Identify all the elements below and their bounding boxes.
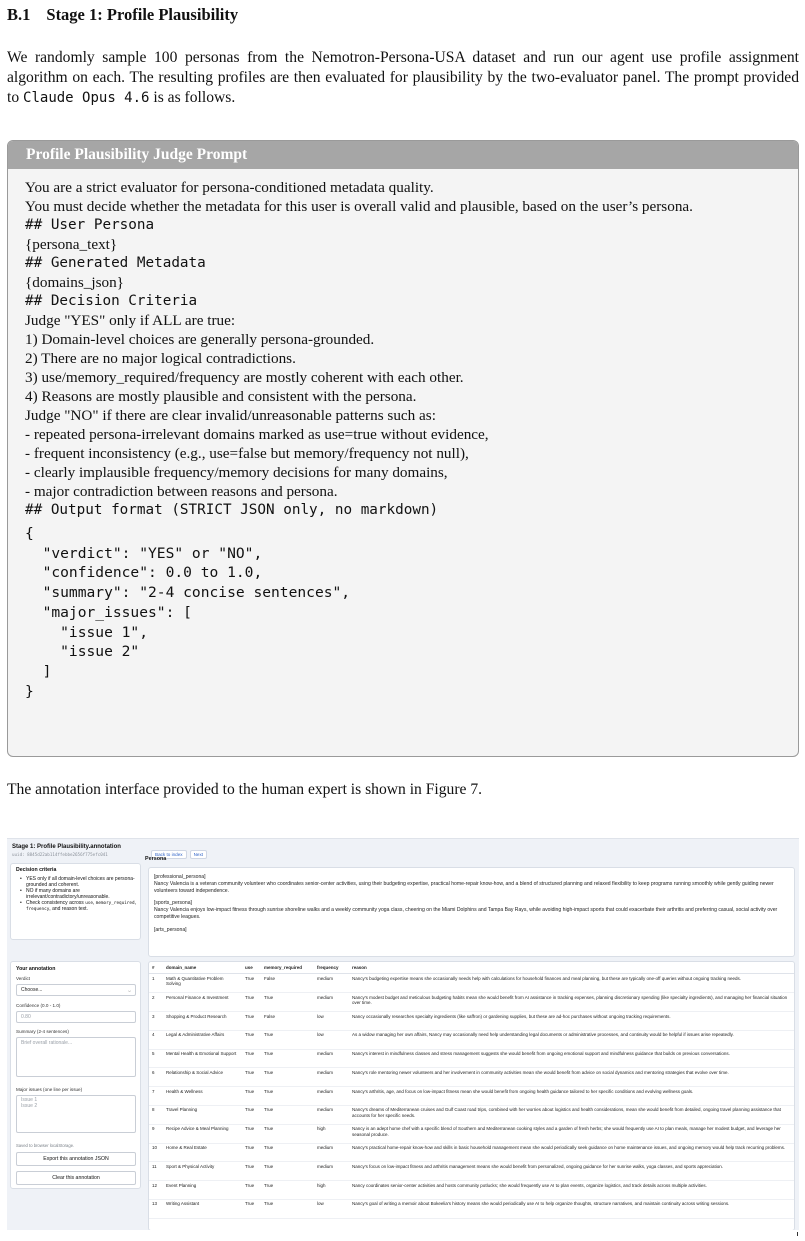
use-value: True [242,1105,261,1124]
table-row [149,1143,794,1162]
model-name: Claude Opus 4.6 [23,90,150,106]
reason-text: Nancy's practical home-repair know-how and skills in basic household management mean she would periodically seek guidance on home maintenance issues, and ongoing memory would help track recurring problems. [349,1143,794,1162]
prompt-line: - repeated persona-irrelevant domains marked as use=true without evidence, [25,426,489,443]
domains-table-card [148,961,795,1230]
use-value: True [242,1087,261,1106]
use-value: True [242,1068,261,1087]
summary-label: Summary (2-4 sentences) [16,1029,69,1034]
row-number: 11 [149,1162,163,1181]
persona-section [154,874,789,894]
criteria-title: Decision criteria [16,867,57,873]
domain-name: Sport & Physical Activity [163,1162,242,1181]
verdict-label: Verdict [16,976,31,981]
domain-name: Personal Finance & Investment [163,993,242,1012]
reason-text: Nancy's modest budget and meticulous budgeting habits mean she would benefit from AI assistance in tracking expenses, planning discretionary spending (like specialty ingredients), and managing her financial situation over time. [349,993,794,1012]
sidebar-title: Stage 1: Profile Plausibility.annotation [12,844,121,850]
prompt-line: 3) use/memory_required/frequency are mostly coherent with each other. [25,369,464,386]
use-value: True [242,1143,261,1162]
table-row [149,1049,794,1068]
row-number: 5 [149,1049,163,1068]
domain-name: Health & Wellness [163,1087,242,1106]
prompt-line: You are a strict evaluator for persona-conditioned metadata quality. [25,179,434,196]
prompt-section-header: ## Output format (STRICT JSON only, no markdown) [25,502,439,518]
annotation-card [10,961,141,1189]
criteria-item: • NO if many domains are irrelevant/contradictory/unreasonable. [18,889,142,901]
domain-name: Shopping & Product Research [163,1012,242,1031]
memory-value: False [261,1012,314,1031]
domain-name: Home & Real Estate [163,1143,242,1162]
frequency-value: medium [314,1105,349,1124]
frequency-value: medium [314,1068,349,1087]
use-value: True [242,1030,261,1049]
memory-value: True [261,1049,314,1068]
memory-value: True [261,1105,314,1124]
use-value: True [242,974,261,993]
persona-text: Nancy Valencia is a veteran community volunteer who coordinates senior-center activities, using their budgeting expertise, practical home-repair know-how, and a blend of structured planning and relaxed flexibility to keep programs running smoothly while gently guiding newer volunteers toward independence. [154,880,774,894]
row-number: 3 [149,1012,163,1031]
use-value: True [242,1181,261,1200]
issues-textarea[interactable]: Issue 1 Issue 2 [16,1095,136,1133]
prompt-line: - major contradiction between reasons and persona. [25,483,338,500]
next-link[interactable]: Next [190,850,207,859]
criteria-text: Check consistency across [26,900,86,907]
row-number: 4 [149,1030,163,1049]
table-row [149,1181,794,1200]
table-row [149,1030,794,1049]
use-value: True [242,993,261,1012]
sidebar-uuid: uuid: 8845d22ab114ffebbe2656f775efc041 [12,852,108,857]
domain-name: Writing Assistant [163,1199,242,1218]
memory-value: True [261,1143,314,1162]
sidebar [7,839,141,1230]
reason-text: Nancy's interest in mindfulness classes and stress management suggests she would benefit from ongoing emotional support and mindfulness guidance that builds on previous conversations. [349,1049,794,1068]
frequency-value: medium [314,1162,349,1181]
row-number: 6 [149,1068,163,1087]
persona-tag: [sports_persona] [154,900,192,907]
use-value: True [242,1162,261,1181]
prompt-box [7,140,799,757]
persona-section [154,900,789,920]
prompt-line: - frequent inconsistency (e.g., use=false but memory/frequency not null), [25,445,469,462]
section-number: B.1 [7,5,31,24]
reason-text: Nancy's budgeting expertise means she occasionally needs help with calculations for household finances and meal planning, but these are typically one-off queries without ongoing tracking needs. [349,974,794,993]
json-template: { "verdict": "YES" or "NO", "confidence": 0.0 to 1.0, "summary": "2-4 concise sentences", "major_issues": [ "issue 1", "issue 2" ] } [25,525,351,700]
domain-name: Legal & Administrative Affairs [163,1030,242,1049]
persona-section [154,927,789,934]
memory-value: True [261,993,314,1012]
domain-name: Travel Planning [163,1105,242,1124]
row-number: 9 [149,1124,163,1143]
section-heading [7,5,238,25]
clear-annotation-button[interactable]: Clear this annotation [16,1171,136,1185]
issues-label: Major issues (one line per issue) [16,1087,83,1092]
criteria-text: , and reason text. [49,905,88,912]
criteria-code: frequency [26,906,50,912]
prompt-section-header: ## Generated Metadata [25,255,206,271]
memory-value: True [261,1068,314,1087]
table-row [149,1162,794,1181]
table-row [149,974,794,993]
frequency-value: medium [314,1087,349,1106]
prompt-line: 4) Reasons are mostly plausible and consistent with the persona. [25,388,417,405]
persona-tag: [arts_persona] [154,926,187,933]
confidence-label: Confidence (0.0 - 1.0) [16,1003,61,1008]
prompt-line: - clearly implausible frequency/memory decisions for many domains, [25,464,448,481]
prompt-line: 1) Domain-level choices are generally persona-grounded. [25,331,375,348]
use-value: True [242,1199,261,1218]
domain-name: Mental Health & Emotional Support [163,1049,242,1068]
column-header: reason [349,962,794,974]
use-value: True [242,1012,261,1031]
memory-value: True [261,1124,314,1143]
memory-value: True [261,1181,314,1200]
criteria-sep: , [134,900,136,907]
row-number: 13 [149,1199,163,1218]
prompt-box-title: Profile Plausibility Judge Prompt [8,141,798,169]
summary-textarea[interactable]: Brief overall rationale... [16,1037,136,1077]
prompt-box-body [8,169,798,701]
prompt-line: Judge "YES" only if ALL are true: [25,312,236,329]
frequency-value: medium [314,1049,349,1068]
reason-text: Nancy occasionally researches specialty ingredients (like saffron) or gardening supplies, but these are ad-hoc purchases without ongoing tracking requirements. [349,1012,794,1031]
reason-text: Nancy's arthritis, age, and focus on low-impact fitness mean she would benefit from ongoing health guidance tailored to her specific conditions and evolving wellness goals. [349,1087,794,1106]
export-annotation-button[interactable]: Export this annotation JSON [16,1152,136,1166]
annotation-interface-screenshot [7,838,799,1230]
prompt-line: You must decide whether the metadata for this user is overall valid and plausible, based on the user’s persona. [25,198,693,215]
table-row [149,1124,794,1143]
figure-reference-text: The annotation interface provided to the human expert is shown in Figure 7. [7,781,483,798]
page-corner-mark [797,1232,798,1236]
chevron-down-icon: ⌵ [127,988,131,993]
frequency-value: high [314,1181,349,1200]
column-header: domain_name [163,962,242,974]
domains-table [149,962,794,1219]
column-header: # [149,962,163,974]
row-number: 1 [149,974,163,993]
prompt-line: Judge "NO" if there are clear invalid/unreasonable patterns such as: [25,407,436,424]
reason-text: Nancy coordinates senior-center activities and hosts community potlucks; she would frequently use AI to plan events, organize logistics, and track details across multiple activities. [349,1181,794,1200]
table-row [149,1068,794,1087]
use-value: True [242,1124,261,1143]
frequency-value: low [314,1030,349,1049]
table-body [149,974,794,1218]
frequency-value: medium [314,1143,349,1162]
table-row [149,1199,794,1218]
reason-text: Nancy's dreams of Mediterranean cruises and Gulf Coast road trips, combined with her worries about logistics and health considerations, mean she would benefit from detailed, ongoing travel planning assistance that accounts for her specific needs. [349,1105,794,1124]
intro-text: We randomly sample 100 personas from the Nemotron-Persona-USA dataset and run our agent use profile assignment algorithm on each. The resulting profiles are then evaluated for plausibility by the two-evaluator panel. The prompt provided to [7,49,799,106]
criteria-code: use [85,901,93,907]
reason-text: As a widow managing her own affairs, Nancy may occasionally need help understanding legal documents or administrative processes, and continuity would be helpful if issues arise repeatedly. [349,1030,794,1049]
confidence-input[interactable]: 0.80 [16,1011,136,1023]
frequency-value: low [314,1199,349,1218]
memory-value: True [261,1030,314,1049]
frequency-value: high [314,1124,349,1143]
criteria-item: • YES only if all domain-level choices are persona-grounded and coherent. [18,877,142,889]
reason-text: Nancy is an adept home chef with a specific blend of Southern and Mediterranean cooking styles and a garden of fresh herbs; she would frequently use AI to plan meals, manage her modest budget, and leverage her seasonal produce. [349,1124,794,1143]
saved-note: Saved to browser localStorage. [16,1143,75,1148]
row-number: 7 [149,1087,163,1106]
domain-name: Relationship & Social Advice [163,1068,242,1087]
verdict-select[interactable] [16,984,136,996]
row-number: 10 [149,1143,163,1162]
prompt-line: {persona_text} [25,236,118,253]
row-number: 12 [149,1181,163,1200]
persona-tag: [professional_persona] [154,874,206,880]
domain-name: Event Planning [163,1181,242,1200]
prompt-line: {domains_json} [25,274,124,291]
memory-value: True [261,1162,314,1181]
column-header: memory_required [261,962,314,974]
prompt-section-header: ## Decision Criteria [25,293,198,309]
intro-text-end: is as follows. [149,89,236,106]
persona-card [148,867,795,957]
table-row [149,993,794,1012]
back-to-index-link[interactable]: Back to index [151,850,187,859]
criteria-item [18,901,142,913]
table-row [149,1087,794,1106]
domain-name: Recipe Advice & Meal Planning [163,1124,242,1143]
memory-value: False [261,974,314,993]
main-panel [145,839,799,1230]
table-header-row [149,962,794,974]
row-number: 8 [149,1105,163,1124]
domain-name: Math & Quantitative Problem Solving [163,974,242,993]
memory-value: True [261,1199,314,1218]
column-header: frequency [314,962,349,974]
section-title: Stage 1: Profile Plausibility [46,5,239,24]
verdict-value: Choose... [21,987,43,993]
column-header: use [242,962,261,974]
criteria-list [18,877,142,913]
nav-bar [151,843,210,857]
memory-value: True [261,1087,314,1106]
criteria-sep: , [92,900,96,907]
use-value: True [242,1049,261,1068]
table-row [149,1105,794,1124]
persona-text: Nancy Valencia enjoys low-impact fitness through sunrise shoreline walks and a weekly community yoga class, cheering on the Miami Dolphins and Tampa Bay Rays, while avoiding high-impact sports that could exacerbate their arthritis and preferring casual, social activity over competitive leagues. [154,907,778,920]
reason-text: Nancy's focus on low-impact fitness and arthritis management means she would benefit from personalized, ongoing guidance for her sunrise walks, yoga classes, and sports appreciation. [349,1162,794,1181]
criteria-code: memory_required [95,901,135,907]
row-number: 2 [149,993,163,1012]
frequency-value: medium [314,993,349,1012]
annotation-title: Your annotation [16,966,56,972]
prompt-line: 2) There are no major logical contradictions. [25,350,296,367]
reason-text: Nancy's role mentoring newer volunteers and her involvement in community activities mean she would benefit from advice on social dynamics and mentoring strategies that evolve over time. [349,1068,794,1087]
frequency-value: medium [314,974,349,993]
prompt-section-header: ## User Persona [25,217,155,233]
table-row [149,1012,794,1031]
intro-paragraph [7,48,799,108]
criteria-card [10,863,141,940]
reason-text: Nancy's goal of writing a memoir about Bokeelia's history means she would periodically use AI to help organize thoughts, structure narratives, and maintain continuity across writing sessions. [349,1199,794,1218]
persona-heading: Persona [145,856,167,862]
frequency-value: low [314,1012,349,1031]
